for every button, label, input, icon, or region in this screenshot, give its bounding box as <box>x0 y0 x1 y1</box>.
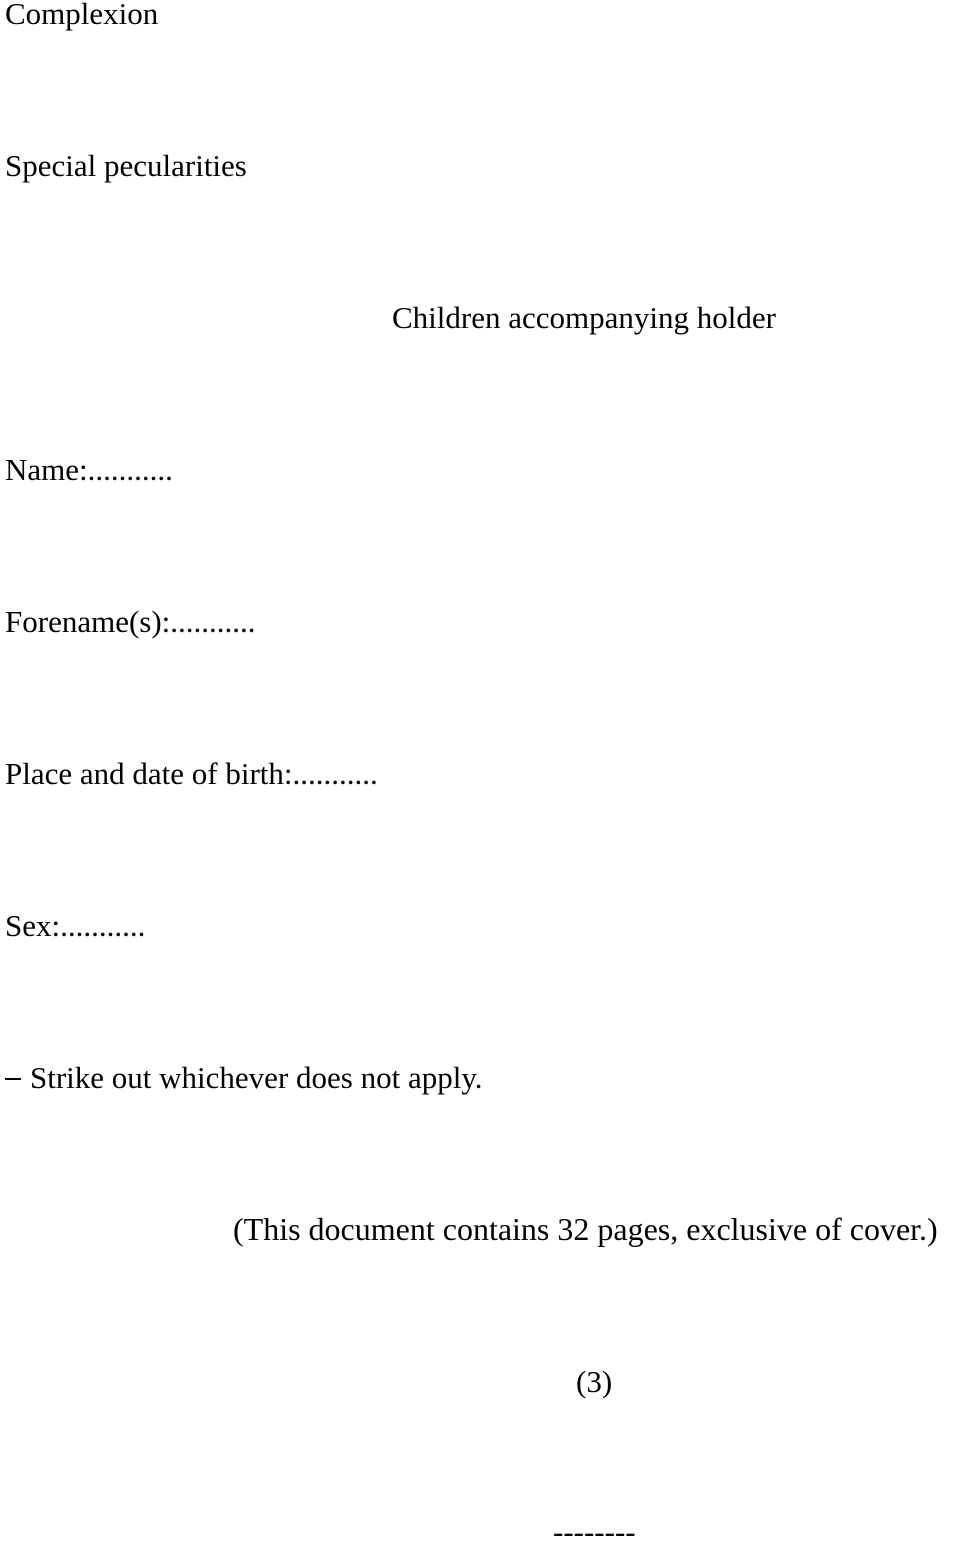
separator-line: -------- <box>553 1514 636 1549</box>
page-number: (3) <box>576 1364 613 1399</box>
page-count-note: (This document contains 32 pages, exclusive of cover.) <box>233 1211 938 1247</box>
strike-note <box>5 1060 483 1096</box>
strike-note-text: Strike out whichever does not apply. <box>30 1060 483 1095</box>
sex-field: Sex:........... <box>5 908 146 943</box>
dash-mark <box>5 1078 21 1080</box>
forename-field: Forename(s):........... <box>5 604 256 639</box>
complexion-label: Complexion <box>5 0 159 31</box>
special-peculiarities-label: Special pecularities <box>5 148 247 183</box>
children-heading: Children accompanying holder <box>392 300 776 335</box>
place-date-birth-field: Place and date of birth:........... <box>5 756 378 791</box>
name-field: Name:........... <box>5 452 173 487</box>
